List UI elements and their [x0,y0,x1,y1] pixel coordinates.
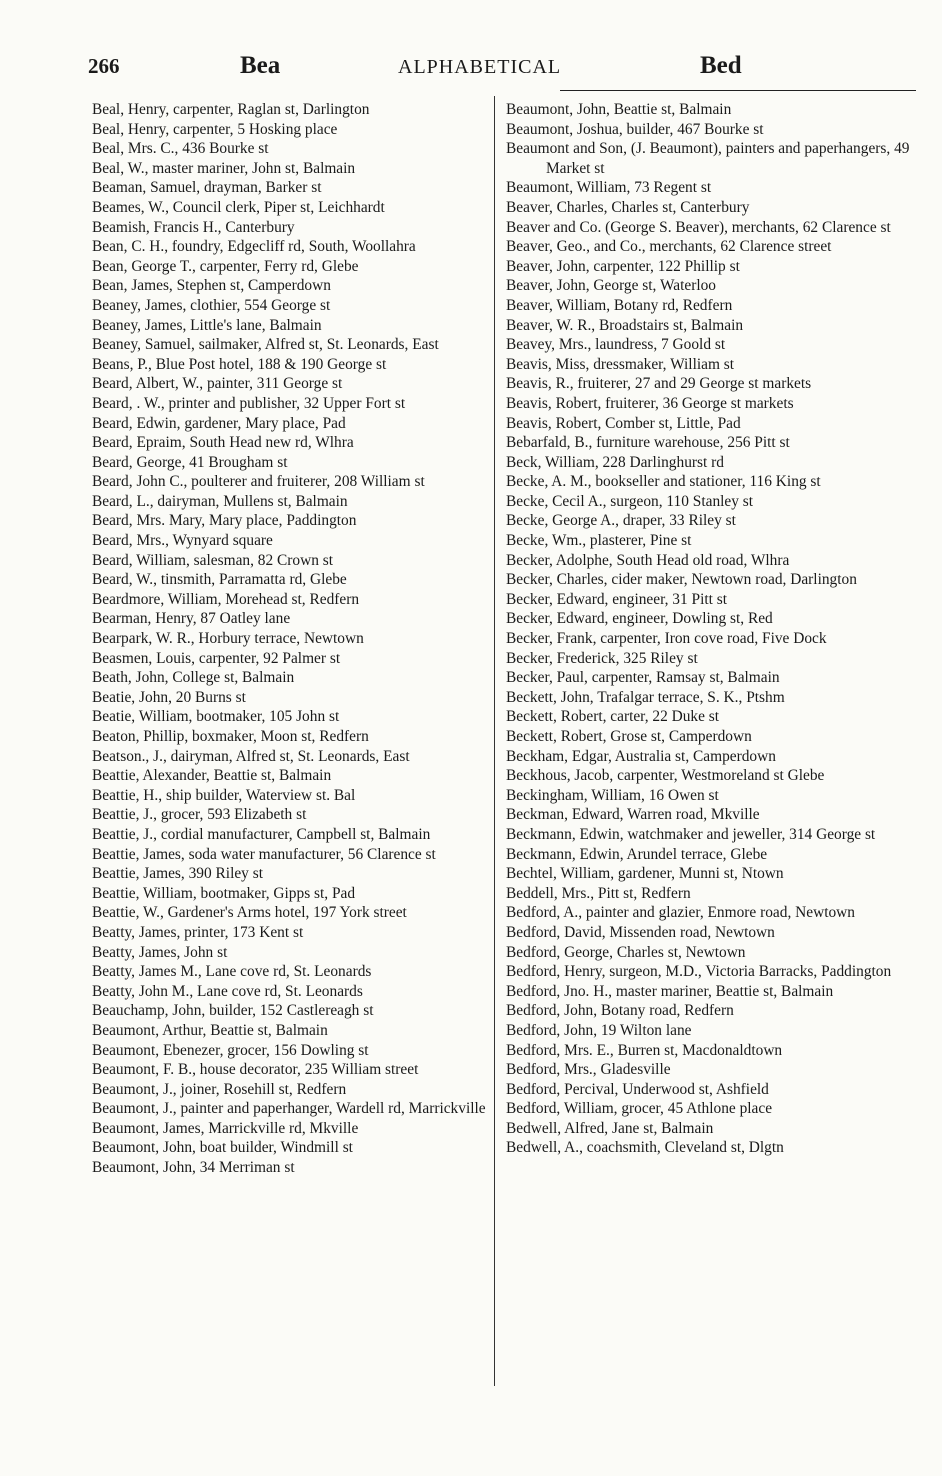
directory-entry: Bedford, John, 19 Wilton lane [506,1021,692,1039]
directory-entry: Bean, C. H., foundry, Edgecliff rd, South, Woollahra [92,238,416,256]
directory-entry: Beddell, Mrs., Pitt st, Redfern [506,884,691,902]
left-guide-word: Bea [240,52,281,79]
directory-entry: Beaney, Samuel, sailmaker, Alfred st, St. Leonards, East [92,336,439,354]
directory-entry: Becker, Edward, engineer, Dowling st, Red [506,610,773,628]
directory-entry: Beaman, Samuel, drayman, Barker st [92,179,322,197]
directory-entry: Bedford, John, Botany road, Redfern [506,1002,734,1020]
directory-entry: Beath, John, College st, Balmain [92,669,295,687]
directory-entry: Beaumont, William, 73 Regent st [506,179,712,197]
directory-entry: Beattie, H., ship builder, Waterview st. Bal [92,786,356,804]
page-header [88,52,888,84]
directory-entry: Beaver, Charles, Charles st, Canterbury [506,198,750,216]
directory-entry: Bedford, William, grocer, 45 Athlone place [506,1100,773,1118]
directory-entry: Beatson., J., dairyman, Alfred st, St. Leonards, East [92,747,410,765]
directory-entry: Becker, Frederick, 325 Riley st [506,649,698,667]
directory-entry: Beaver, John, George st, Waterloo [506,277,716,295]
directory-entry: Bedwell, A., coachsmith, Cleveland st, Dlgtn [506,1139,784,1157]
directory-entry: Beans, P., Blue Post hotel, 188 & 190 George st [92,355,387,373]
directory-entry: Beckett, Robert, carter, 22 Duke st [506,708,720,726]
directory-entry: Beaumont and Son, (J. Beaumont), painters and paperhangers, 49 Market st [506,140,910,177]
directory-entry: Beaumont, John, boat builder, Windmill st [92,1139,353,1157]
directory-entry: Bedford, Jno. H., master mariner, Beattie st, Balmain [506,982,834,1000]
directory-entry: Beattie, James, soda water manufacturer, 56 Clarence st [92,845,436,863]
directory-entry: Beavey, Mrs., laundress, 7 Goold st [506,336,726,354]
directory-entry: Beckett, Robert, Grose st, Camperdown [506,728,752,745]
directory-entry: Beaumont, John, 34 Merriman st [92,1159,295,1177]
directory-entry: Beavis, Robert, Comber st, Little, Pad [506,414,741,432]
directory-entry: Beard, . W., printer and publisher, 32 Upper Fort st [92,394,406,412]
directory-entry: Bechtel, William, gardener, Munni st, Ntown [506,865,784,883]
directory-entry: Beard, Mrs., Wynyard square [92,532,273,550]
directory-entry: Beaton, Phillip, boxmaker, Moon st, Redfern [92,728,369,745]
column-divider [494,96,495,1386]
directory-entry: Beattie, William, bootmaker, Gipps st, Pad [92,884,356,902]
directory-entry: Beard, George, 41 Brougham st [92,453,288,471]
directory-entry: Beaney, James, clothier, 554 George st [92,296,331,314]
directory-entry: Beaver, William, Botany rd, Redfern [506,296,733,314]
directory-entry: Beaumont, F. B., house decorator, 235 William street [92,1061,419,1079]
directory-entry: Beavis, R., fruiterer, 27 and 29 George st markets [506,375,812,393]
directory-entry: Beatty, James, printer, 173 Kent st [92,923,304,941]
directory-entry: Beaver, John, carpenter, 122 Phillip st [506,257,740,275]
directory-entry: Beard, John C., poulterer and fruiterer, 208 William st [92,473,425,491]
header-rule [560,90,916,91]
directory-entry: Bedford, Mrs., Gladesville [506,1061,671,1079]
directory-entry: Bedford, David, Missenden road, Newtown [506,923,775,941]
directory-entry: Beaver and Co. (George S. Beaver), merchants, 62 Clarence st [506,218,891,236]
directory-entry: Beckman, Edward, Warren road, Mkville [506,806,760,824]
directory-entry: Beattie, J., cordial manufacturer, Campbell st, Balmain [92,825,431,843]
directory-entry: Becke, Wm., plasterer, Pine st [506,532,692,550]
directory-entry: Beal, W., master mariner, John st, Balmain [92,159,356,177]
directory-entry: Bedwell, Alfred, Jane st, Balmain [506,1119,714,1137]
directory-entry: Beaumont, Joshua, builder, 467 Bourke st [506,120,764,138]
directory-entry: Beaney, James, Little's lane, Balmain [92,316,322,334]
directory-entry: Beard, Edwin, gardener, Mary place, Pad [92,414,346,432]
directory-entry: Bedford, Mrs. E., Burren st, Macdonaldtown [506,1041,783,1059]
directory-entry: Beaumont, John, Beattie st, Balmain [506,101,732,118]
directory-entry: Becker, Adolphe, South Head old road, Wlhra [506,551,790,569]
directory-entry: Bean, George T., carpenter, Ferry rd, Glebe [92,257,359,275]
directory-entry: Beard, Mrs. Mary, Mary place, Paddington [92,512,357,530]
directory-entry: Beckmann, Edwin, watchmaker and jeweller, 314 George st [506,825,876,843]
directory-entry: Bedford, Percival, Underwood st, Ashfield [506,1080,769,1098]
directory-entry: Becker, Edward, engineer, 31 Pitt st [506,590,728,608]
directory-entry: Beaver, W. R., Broadstairs st, Balmain [506,316,744,334]
directory-entry: Bedford, A., painter and glazier, Enmore road, Newtown [506,904,855,922]
directory-entry: Beames, W., Council clerk, Piper st, Leichhardt [92,198,385,216]
directory-entry: Bearpark, W. R., Horbury terrace, Newtown [92,630,364,648]
directory-entry: Beckingham, William, 16 Owen st [506,786,719,804]
directory-entry: Bearman, Henry, 87 Oatley lane [92,610,291,628]
directory-entry: Beatie, William, bootmaker, 105 John st [92,708,340,726]
section-title: ALPHABETICAL [398,56,562,78]
directory-entry: Beatty, James, John st [92,943,228,961]
directory-entry: Beattie, Alexander, Beattie st, Balmain [92,767,332,785]
page-number: 266 [88,54,120,78]
directory-entry: Beaumont, J., painter and paperhanger, Wardell rd, Marrickville [92,1100,486,1118]
directory-entry: Beatie, John, 20 Burns st [92,688,246,706]
directory-entry: Beavis, Miss, dressmaker, William st [506,355,735,373]
directory-entry: Beauchamp, John, builder, 152 Castlereagh st [92,1002,374,1020]
directory-entry: Beal, Henry, carpenter, Raglan st, Darlington [92,101,370,118]
directory-entry: Becke, George A., draper, 33 Riley st [506,512,736,530]
directory-entry: Beavis, Robert, fruiterer, 36 George st markets [506,394,794,412]
directory-entry: Beal, Mrs. C., 436 Bourke st [92,140,269,158]
directory-entry: Becke, A. M., bookseller and stationer, 116 King st [506,473,821,491]
directory-entry: Bebarfald, B., furniture warehouse, 256 Pitt st [506,434,790,452]
directory-entry: Beal, Henry, carpenter, 5 Hosking place [92,120,338,138]
directory-entry: Beaumont, Ebenezer, grocer, 156 Dowling st [92,1041,369,1059]
directory-entry: Becker, Paul, carpenter, Ramsay st, Balmain [506,669,780,687]
directory-entry: Beckhous, Jacob, carpenter, Westmoreland st Glebe [506,767,825,785]
directory-entry: Beckham, Edgar, Australia st, Camperdown [506,747,776,765]
directory-entry: Becker, Charles, cider maker, Newtown road, Darlington [506,571,857,589]
directory-entry: Beaumont, J., joiner, Rosehill st, Redfern [92,1080,347,1098]
directory-entry: Beattie, W., Gardener's Arms hotel, 197 York street [92,904,407,922]
directory-entry: Beckett, John, Trafalgar terrace, S. K., Ptshm [506,688,785,706]
directory-entry: Beatty, James M., Lane cove rd, St. Leonards [92,963,372,981]
directory-entry: Beard, William, salesman, 82 Crown st [92,551,334,569]
directory-entry: Beasmen, Louis, carpenter, 92 Palmer st [92,649,341,667]
directory-entry: Beattie, J., grocer, 593 Elizabeth st [92,806,307,824]
left-column [92,100,486,1178]
directory-entry: Beardmore, William, Morehead st, Redfern [92,590,360,608]
directory-entry: Beard, Epraim, South Head new rd, Wlhra [92,434,354,452]
directory-entry: Beck, William, 228 Darlinghurst rd [506,453,724,471]
directory-entry: Becke, Cecil A., surgeon, 110 Stanley st [506,492,754,510]
directory-entry: Bedford, Henry, surgeon, M.D., Victoria Barracks, Paddington [506,963,892,981]
directory-entry: Beamish, Francis H., Canterbury [92,218,295,236]
right-column [506,100,914,1158]
directory-entry: Beaver, Geo., and Co., merchants, 62 Clarence street [506,238,832,256]
directory-entry: Beard, Albert, W., painter, 311 George st [92,375,343,393]
directory-entry: Beattie, James, 390 Riley st [92,865,263,883]
directory-entry: Bean, James, Stephen st, Camperdown [92,277,331,295]
directory-entry: Bedford, George, Charles st, Newtown [506,943,746,961]
directory-entry: Beckmann, Edwin, Arundel terrace, Glebe [506,845,768,863]
directory-entry: Beard, L., dairyman, Mullens st, Balmain [92,492,348,510]
directory-entry: Beaumont, Arthur, Beattie st, Balmain [92,1021,328,1039]
directory-entry: Becker, Frank, carpenter, Iron cove road, Five Dock [506,630,827,648]
directory-entry: Beaumont, James, Marrickville rd, Mkville [92,1119,359,1137]
right-guide-word: Bed [700,52,742,79]
directory-entry: Beatty, John M., Lane cove rd, St. Leonards [92,982,363,1000]
directory-entry: Beard, W., tinsmith, Parramatta rd, Glebe [92,571,347,589]
